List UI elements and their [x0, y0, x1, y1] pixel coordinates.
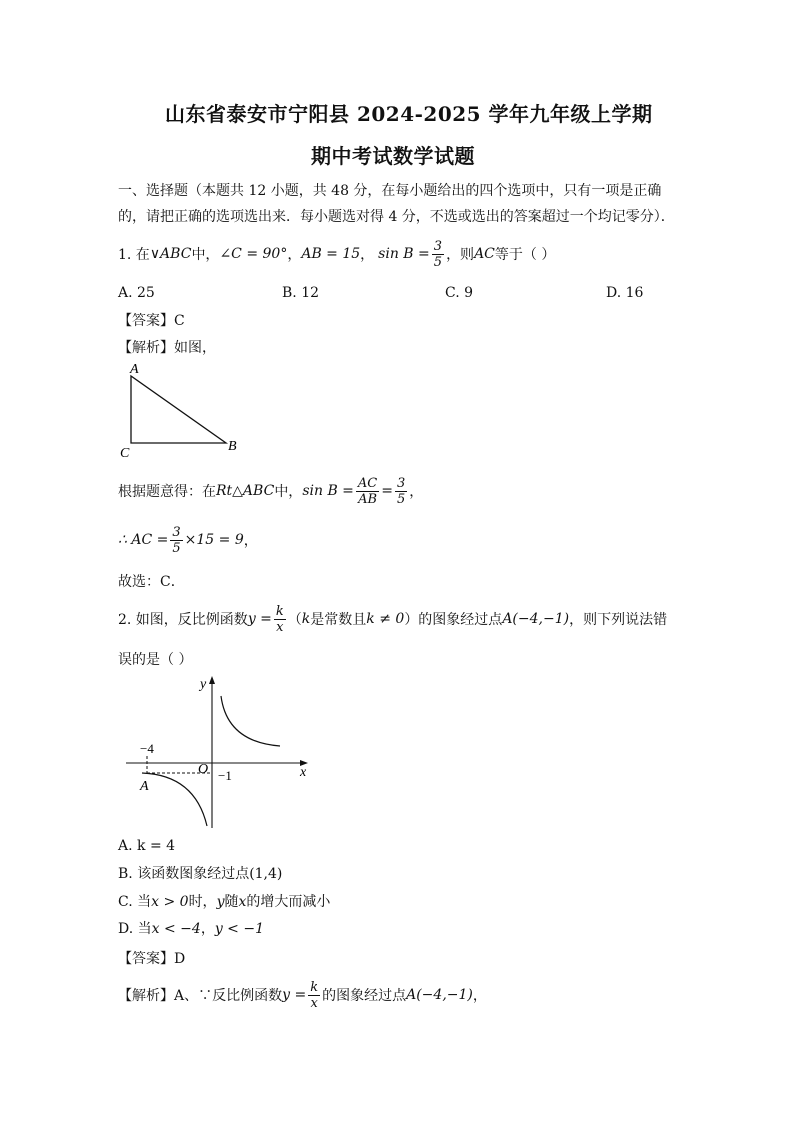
- q1-stem: 1. 在 ∨ABC 中， ∠C = 90° ， AB = 15 ， sin B = $\frac{3}{5}$ ，则 AC 等于（ ）: [118, 238, 556, 270]
- section-line-1: 一、选择题（本题共 12 小题，共 48 分，在每小题给出的四个选项中，只有一项是正确: [118, 183, 662, 199]
- neg4-label: −4: [140, 741, 154, 756]
- q1-conclusion: 故选：C．: [118, 574, 185, 590]
- q2-stem-line-2: 误的是（ ）: [118, 652, 193, 668]
- vertex-a-label: A: [130, 362, 139, 377]
- lower-left-branch: [142, 773, 207, 826]
- q1-step1-fraction-2: $\frac{3}{5}$: [397, 475, 406, 507]
- q1-step-2: ∴ AC = $\frac{3}{5}$ ×15 = 9 ，: [118, 524, 258, 556]
- q1-step-1: 根据题意得：在 Rt△ABC 中， sin B = $\frac{AC}{AB}$ = $\frac{3}{5}$ ，: [118, 475, 424, 507]
- q1-analysis: 【解析】如图，: [118, 340, 216, 356]
- q1-answer: 【答案】C: [118, 313, 185, 329]
- y-axis-arrow: [209, 676, 215, 684]
- y-axis-label: y: [200, 677, 207, 692]
- q2-option-d: D. 当x < −4，y < −1: [118, 921, 264, 937]
- origin-label: O: [198, 762, 209, 777]
- q2-answer: 【答案】D: [118, 951, 186, 967]
- q1-option-c: C. 9: [445, 285, 474, 301]
- q2-stem: 2. 如图，反比例函数 y = $\frac{k}{x}$ （ k 是常数且 k ≠ 0 ）的图象经过点 A(−4,−1) ，则下列说法错: [118, 603, 668, 635]
- vertex-b-label: B: [228, 439, 237, 454]
- point-a-label: A: [140, 779, 149, 794]
- q2-option-a: A. k = 4: [118, 838, 176, 854]
- q2-analysis-fraction: $\frac{k}{x}$: [310, 979, 319, 1011]
- hyperbola-figure: [120, 672, 320, 832]
- triangle-figure: [110, 360, 250, 460]
- section-line-2: 的，请把正确的选项选出来．每小题选对得 4 分，不选或选出的答案超过一个均记零分）．: [118, 209, 675, 225]
- q1-step1-fraction-1: $\frac{AC}{AB}$: [357, 475, 378, 507]
- q1-fraction: $\frac{3}{5}$: [433, 238, 443, 270]
- title-line-2: 期中考试数学试题: [311, 144, 475, 168]
- triangle-shape: [131, 376, 226, 443]
- upper-right-branch: [221, 696, 280, 746]
- q1-option-a: A. 25: [118, 285, 155, 301]
- q2-analysis: 【解析】A、∵反比例函数 y = $\frac{k}{x}$ 的图象经过点 A(−4,−1) ，: [118, 979, 487, 1011]
- neg1-label: −1: [218, 768, 232, 783]
- q2-fraction: $\frac{k}{x}$: [275, 603, 284, 635]
- title-line-1: 山东省泰安市宁阳县 2024-2025 学年九年级上学期: [165, 102, 653, 126]
- vertex-c-label: C: [120, 446, 130, 460]
- q1-option-d: D. 16: [606, 285, 644, 301]
- q2-option-b: B. 该函数图象经过点(1,4): [118, 866, 283, 882]
- x-axis-label: x: [300, 765, 307, 780]
- q2-option-c: C. 当x > 0时，y随x的增大而减小: [118, 894, 331, 910]
- q1-step2-fraction: $\frac{3}{5}$: [172, 524, 181, 556]
- q1-option-b: B. 12: [282, 285, 320, 301]
